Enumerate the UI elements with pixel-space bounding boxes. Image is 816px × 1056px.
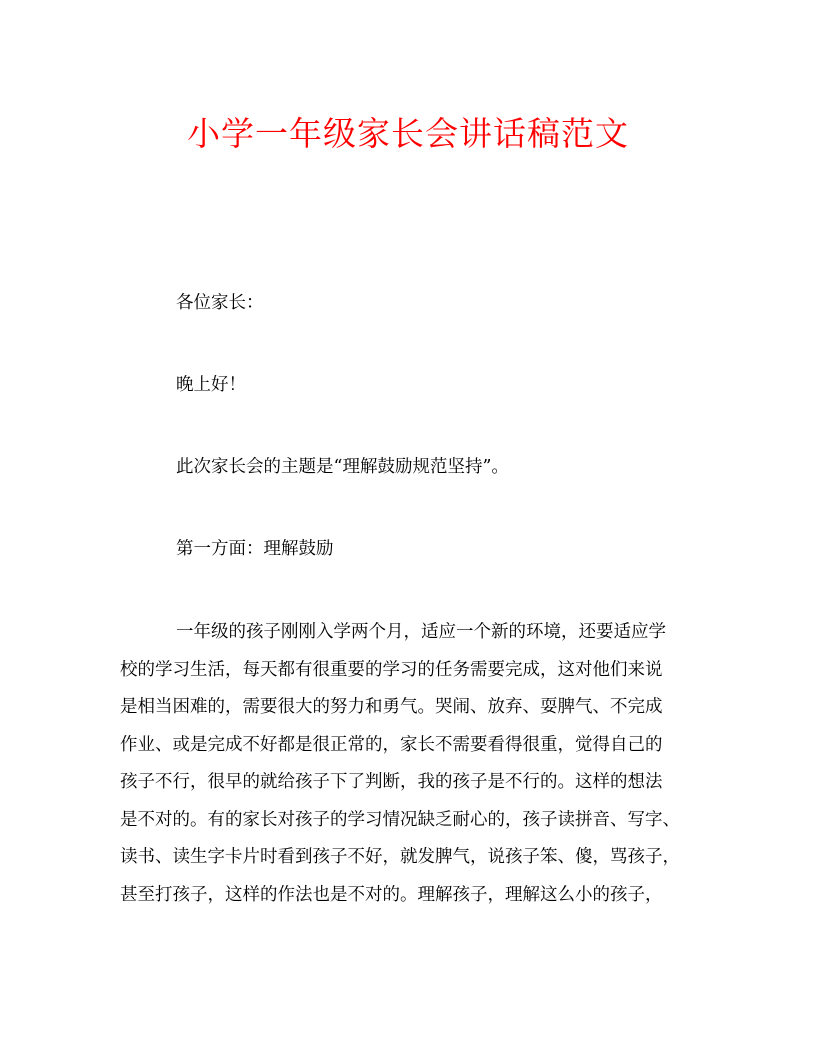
paragraph-line: 是不对的。有的家长对孩子的学习情况缺乏耐心的，孩子读拼音、写字、: [120, 809, 680, 830]
paragraph-line: 作业、或是完成不好都是很正常的，家长不需要看得很重，觉得自己的: [120, 734, 663, 755]
document-title: 小学一年级家长会讲话稿范文: [187, 114, 629, 153]
section-heading: 第一方面：理解鼓励: [176, 539, 334, 559]
paragraph-line: 一年级的孩子刚刚入学两个月，适应一个新的环境，还要适应学: [176, 622, 666, 642]
body-paragraph: [120, 614, 698, 914]
theme-sentence: 此次家长会的主题是“理解鼓励规范坚持”。: [176, 457, 509, 477]
paragraph-line: 校的学习生活，每天都有很重要的学习的任务需要完成，这对他们来说: [120, 659, 663, 680]
paragraph-line: 读书、读生字卡片时看到孩子不好，就发脾气，说孩子笨、傻，骂孩子，: [120, 847, 680, 867]
salutation: 各位家长：: [176, 293, 264, 313]
greeting: 晚上好！: [176, 375, 246, 395]
paragraph-line: 是相当困难的，需要很大的努力和勇气。哭闹、放弃、耍脾气、不完成: [120, 697, 663, 717]
paragraph-line: 孩子不行，很早的就给孩子下了判断，我的孩子是不行的。这样的想法: [120, 772, 663, 792]
paragraph-line: 甚至打孩子，这样的作法也是不对的。理解孩子，理解这么小的孩子，: [120, 884, 663, 905]
